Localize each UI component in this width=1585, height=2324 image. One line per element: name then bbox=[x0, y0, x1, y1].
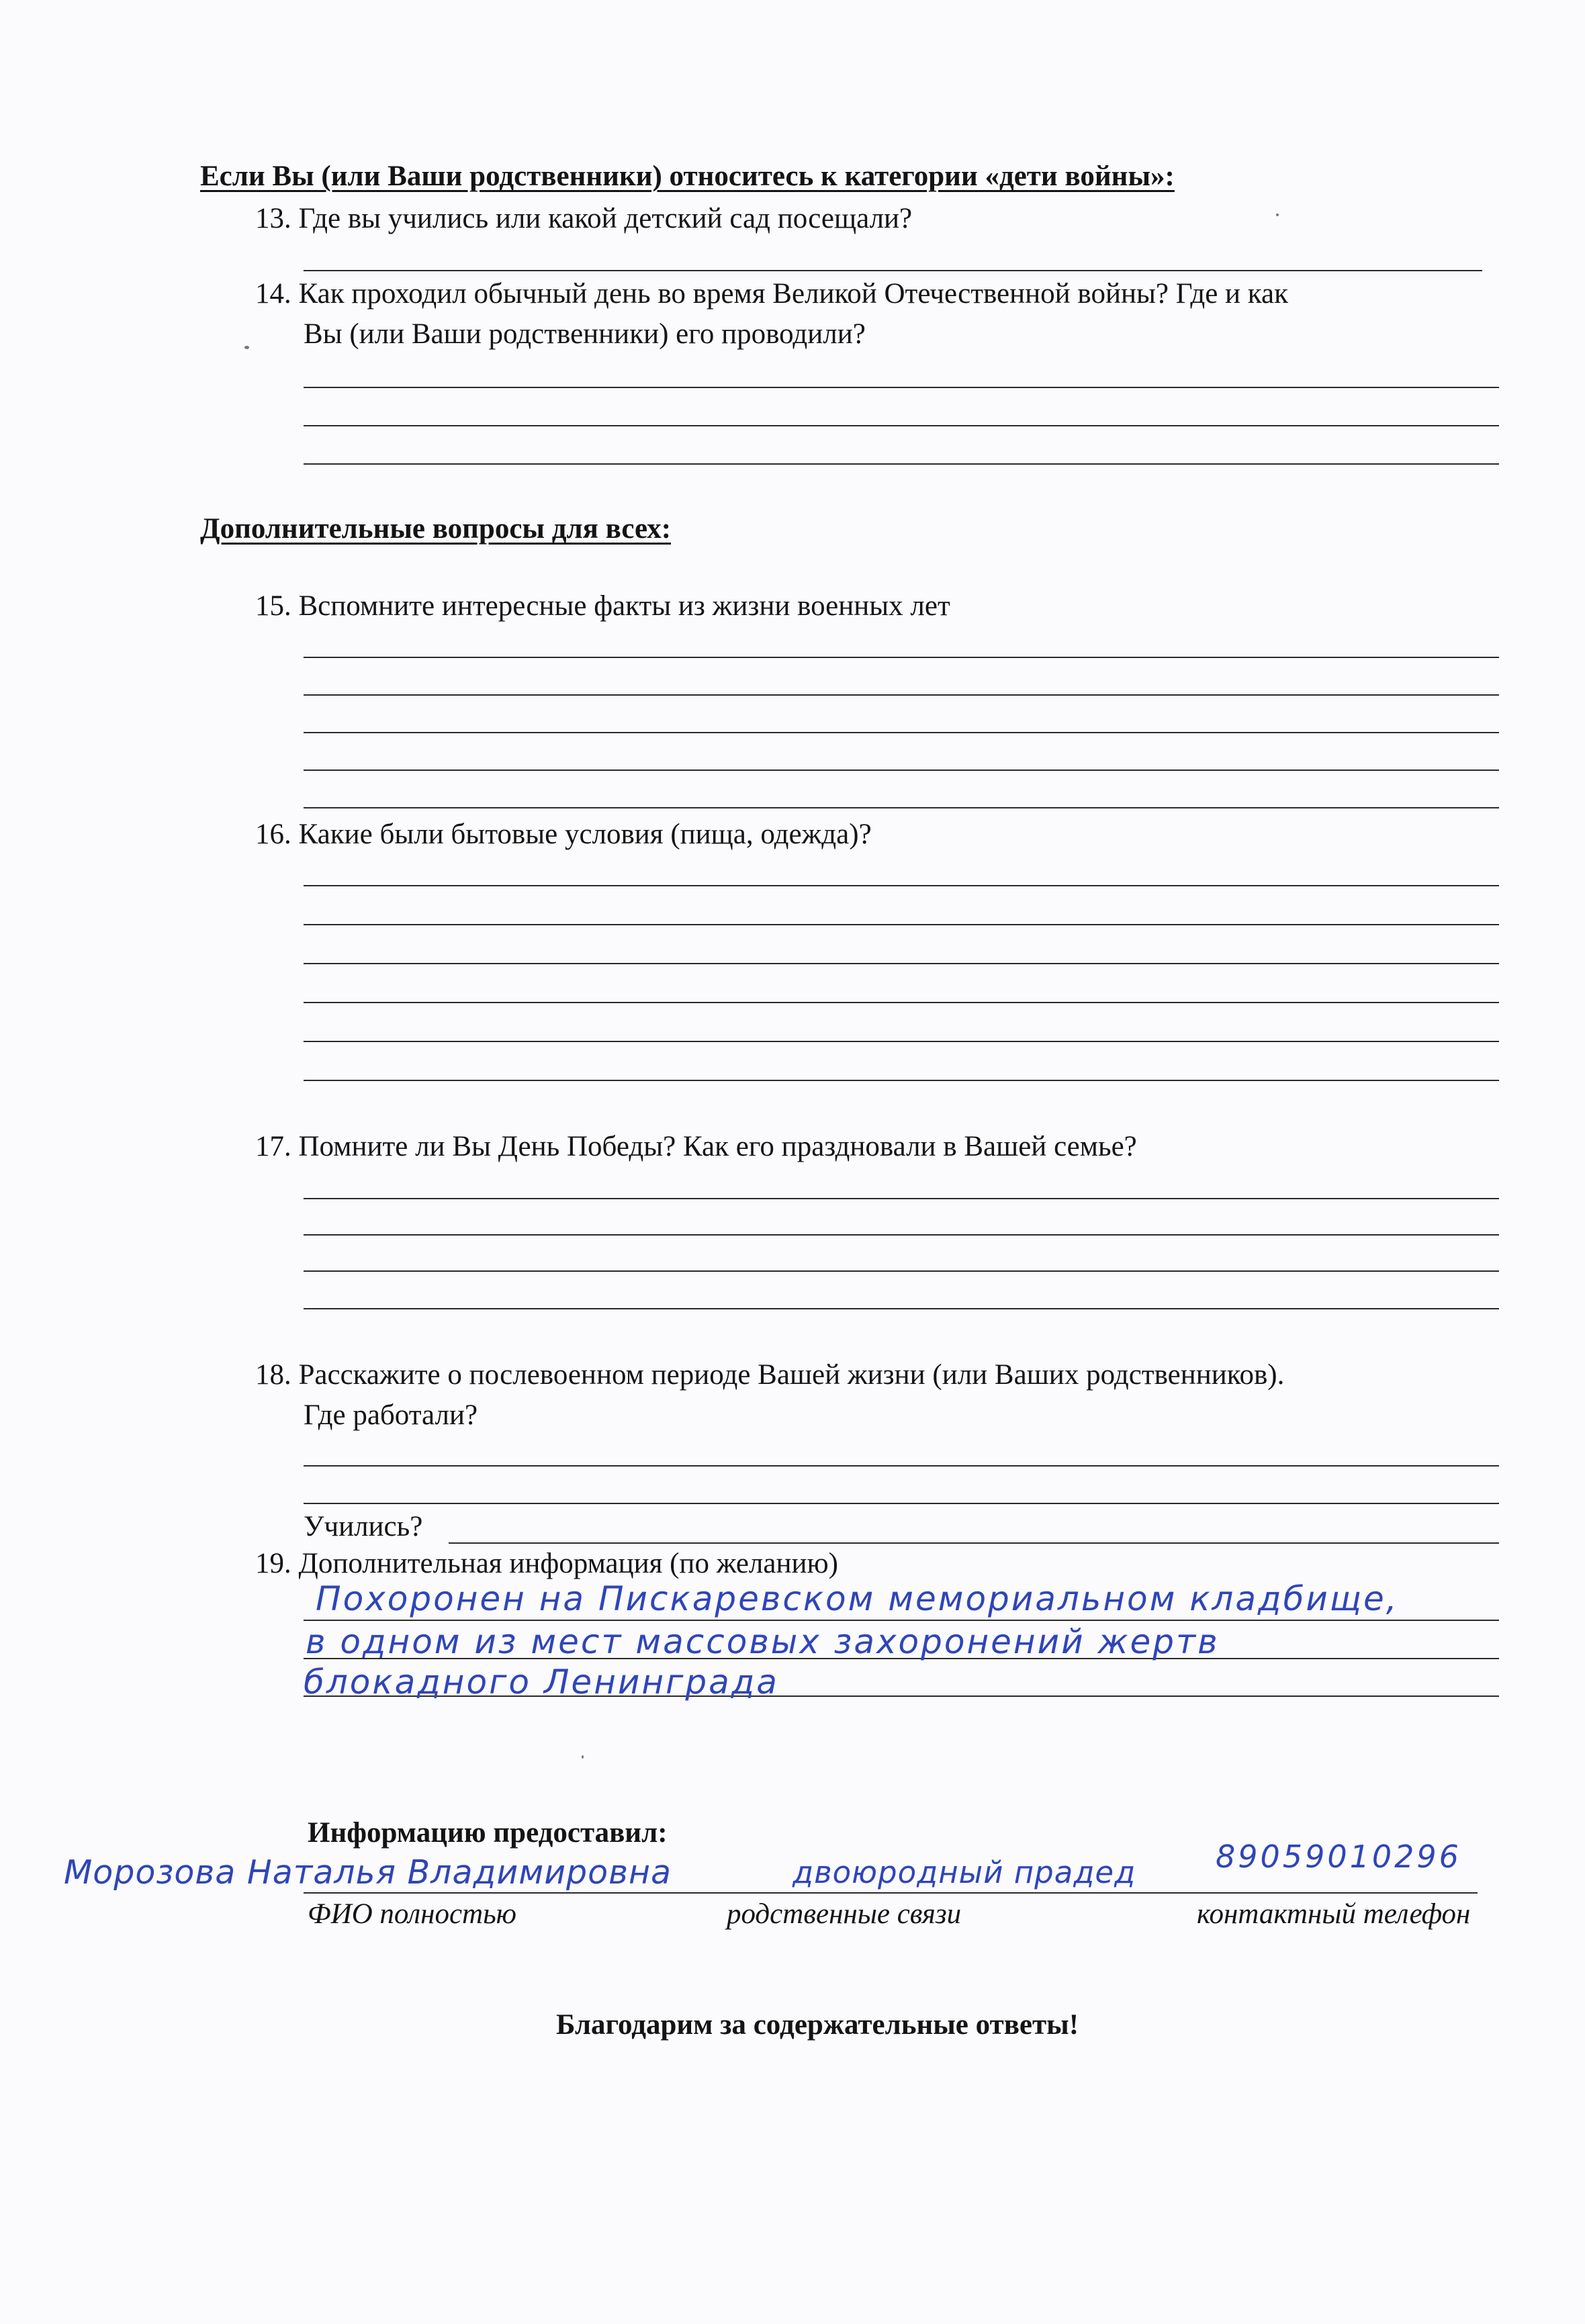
question-14: 14. Как проходил обычный день во время Великой Отечественной войны? Где и как bbox=[255, 278, 1289, 310]
informant-line[interactable] bbox=[304, 1892, 1478, 1894]
handwritten-answer-19-line2: в одном из мест массовых захоронений жертв bbox=[306, 1622, 1220, 1661]
answer-line[interactable] bbox=[304, 694, 1499, 696]
question-14-continued: Вы (или Ваши родственники) его проводили? bbox=[304, 318, 866, 350]
question-16: 16. Какие были бытовые условия (пища, одежда)? bbox=[255, 819, 872, 850]
section-all-heading: Дополнительные вопросы для всех: bbox=[200, 513, 672, 545]
question-18-studied: Учились? bbox=[304, 1511, 423, 1542]
answer-line[interactable] bbox=[304, 1234, 1499, 1236]
answer-line[interactable] bbox=[449, 1542, 1499, 1544]
section-children-heading: Если Вы (или Ваши родственники) относитесь к категории «дети войны»: bbox=[200, 160, 1175, 192]
question-18-continued: Где работали? bbox=[304, 1399, 478, 1431]
answer-line[interactable] bbox=[304, 1620, 1499, 1621]
answer-line[interactable] bbox=[304, 885, 1499, 886]
question-19: 19. Дополнительная информация (по желанию) bbox=[255, 1548, 838, 1579]
answer-line[interactable] bbox=[304, 1080, 1499, 1081]
answer-line[interactable] bbox=[304, 732, 1499, 733]
answer-line[interactable] bbox=[304, 657, 1499, 658]
handwritten-relation: двоюродный прадед bbox=[792, 1855, 1136, 1890]
answer-line[interactable] bbox=[304, 1198, 1499, 1199]
informant-heading: Информацию предоставил: bbox=[308, 1817, 668, 1849]
caption-phone: контактный телефон bbox=[1197, 1898, 1471, 1930]
answer-line[interactable] bbox=[304, 963, 1499, 964]
answer-line[interactable] bbox=[304, 425, 1499, 426]
answer-line[interactable] bbox=[304, 770, 1499, 771]
answer-line[interactable] bbox=[304, 1308, 1499, 1309]
answer-line[interactable] bbox=[304, 807, 1499, 808]
answer-line[interactable] bbox=[304, 924, 1499, 925]
answer-line[interactable] bbox=[304, 1465, 1499, 1467]
answer-line[interactable] bbox=[304, 463, 1499, 465]
answer-line[interactable] bbox=[304, 1002, 1499, 1003]
scan-speck bbox=[582, 1755, 584, 1759]
handwritten-answer-19-line3: блокадного Ленинграда bbox=[304, 1663, 779, 1702]
scan-speck bbox=[244, 346, 249, 349]
question-15: 15. Вспомните интересные факты из жизни военных лет bbox=[255, 590, 950, 622]
answer-line[interactable] bbox=[304, 1041, 1499, 1042]
answer-line[interactable] bbox=[304, 1270, 1499, 1272]
answer-line[interactable] bbox=[304, 387, 1499, 388]
question-13: 13. Где вы учились или какой детский сад посещали? bbox=[255, 203, 913, 234]
question-17: 17. Помните ли Вы День Победы? Как его праздновали в Вашей семье? bbox=[255, 1131, 1137, 1162]
question-18: 18. Расскажите о послевоенном периоде Вашей жизни (или Ваших родственников). bbox=[255, 1359, 1285, 1391]
caption-relation: родственные связи bbox=[727, 1898, 962, 1930]
handwritten-phone: 89059010296 bbox=[1216, 1839, 1461, 1875]
caption-full-name: ФИО полностью bbox=[308, 1898, 516, 1930]
handwritten-informant-name: Морозова Наталья Владимировна bbox=[64, 1853, 672, 1892]
answer-line[interactable] bbox=[304, 1503, 1499, 1504]
scan-speck bbox=[1276, 214, 1279, 216]
handwritten-answer-19-line1: Похоронен на Пискаревском мемориальном кладбище, bbox=[316, 1579, 1399, 1618]
answer-line[interactable] bbox=[304, 270, 1482, 271]
closing-thanks: Благодарим за содержательные ответы! bbox=[556, 2009, 1079, 2041]
